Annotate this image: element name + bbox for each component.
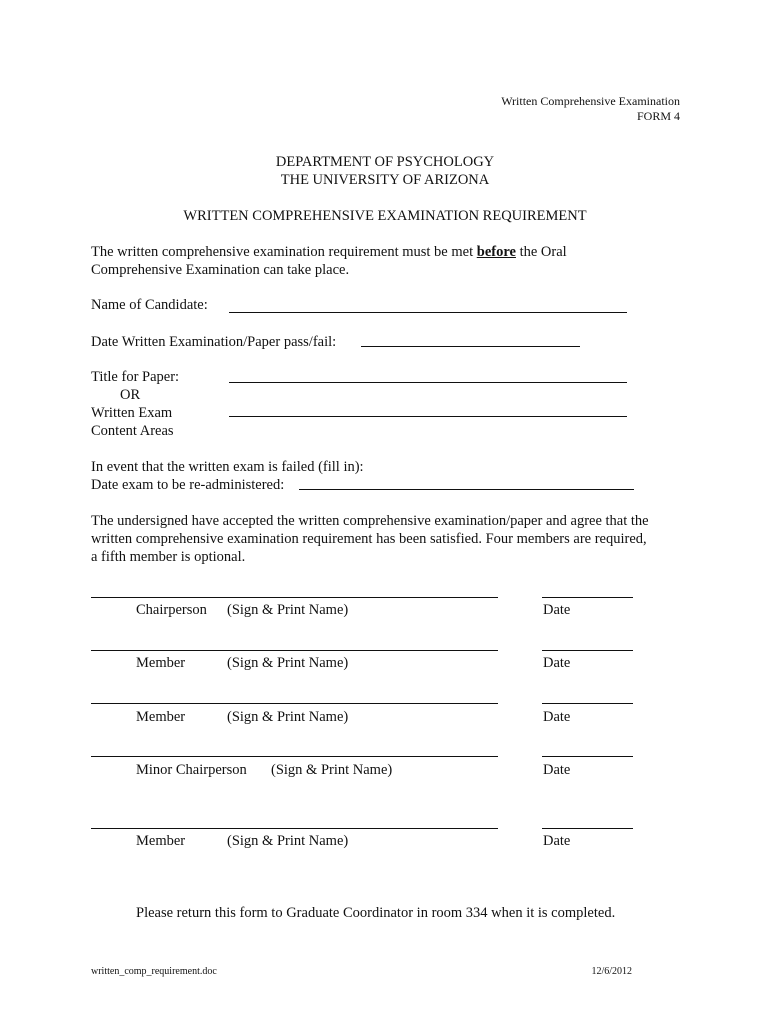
intro-text-b: the Oral: [515, 244, 567, 260]
written-exam-label: Written Exam: [91, 405, 173, 421]
content-areas-label: Content Areas: [91, 423, 174, 439]
department-title: DEPARTMENT OF PSYCHOLOGY: [275, 154, 495, 170]
candidate-label: Name of Candidate:: [91, 297, 208, 313]
agreement-line-1: The undersigned have accepted the written comprehensive examination/paper and agree that the: [91, 513, 649, 529]
or-label: OR: [120, 387, 141, 403]
signature-sign-print: (Sign & Print Name): [227, 655, 349, 671]
signature-role: Member: [136, 655, 186, 671]
return-note: Please return this form to Graduate Coordinator in room 334 when it is completed.: [136, 905, 616, 921]
intro-line-2: Comprehensive Examination can take place.: [91, 262, 350, 278]
signature-date-line[interactable]: [542, 828, 633, 829]
pass-fail-line[interactable]: [361, 346, 580, 347]
signature-line[interactable]: [91, 597, 498, 598]
signature-date-label: Date: [543, 762, 571, 778]
content-areas-line[interactable]: [229, 416, 627, 417]
agreement-line-2: written comprehensive examination requirement has been satisfied. Four members are required,: [91, 531, 647, 547]
footer-filename: written_comp_requirement.doc: [91, 966, 217, 977]
signature-line[interactable]: [91, 703, 498, 704]
intro-text-a: The written comprehensive examination requirement must be met: [91, 244, 477, 260]
candidate-name-line[interactable]: [229, 312, 627, 313]
signature-line[interactable]: [91, 650, 498, 651]
intro-line-1: [91, 243, 567, 261]
title-paper-line[interactable]: [229, 382, 627, 383]
signature-date-label: Date: [543, 833, 571, 849]
header-exam-title: Written Comprehensive Examination: [501, 94, 680, 108]
signature-role: Chairperson: [136, 602, 207, 618]
signature-date-line[interactable]: [542, 756, 633, 757]
footer-date: 12/6/2012: [591, 966, 632, 977]
signature-role: Member: [136, 709, 186, 725]
header-form-number: FORM 4: [636, 109, 680, 123]
signature-date-line[interactable]: [542, 597, 633, 598]
signature-sign-print: (Sign & Print Name): [227, 602, 349, 618]
signature-sign-print: (Sign & Print Name): [227, 709, 349, 725]
title-paper-label: Title for Paper:: [91, 369, 180, 385]
signature-date-line[interactable]: [542, 703, 633, 704]
signature-line[interactable]: [91, 756, 498, 757]
signature-date-line[interactable]: [542, 650, 633, 651]
readminister-label: Date exam to be re-administered:: [91, 477, 285, 493]
readminister-line[interactable]: [299, 489, 634, 490]
form-title: WRITTEN COMPREHENSIVE EXAMINATION REQUIREMENT: [183, 208, 587, 224]
failed-label: In event that the written exam is failed (fill in):: [91, 459, 364, 475]
pass-fail-label: Date Written Examination/Paper pass/fail:: [91, 334, 337, 350]
signature-role: Minor Chairperson: [136, 762, 247, 778]
intro-emphasis: before: [476, 244, 516, 260]
signature-sign-print: (Sign & Print Name): [271, 762, 393, 778]
signature-line[interactable]: [91, 828, 498, 829]
signature-date-label: Date: [543, 655, 571, 671]
signature-date-label: Date: [543, 709, 571, 725]
signature-role: Member: [136, 833, 186, 849]
agreement-line-3: a fifth member is optional.: [91, 549, 246, 565]
university-title: THE UNIVERSITY OF ARIZONA: [280, 172, 490, 188]
signature-date-label: Date: [543, 602, 571, 618]
signature-sign-print: (Sign & Print Name): [227, 833, 349, 849]
